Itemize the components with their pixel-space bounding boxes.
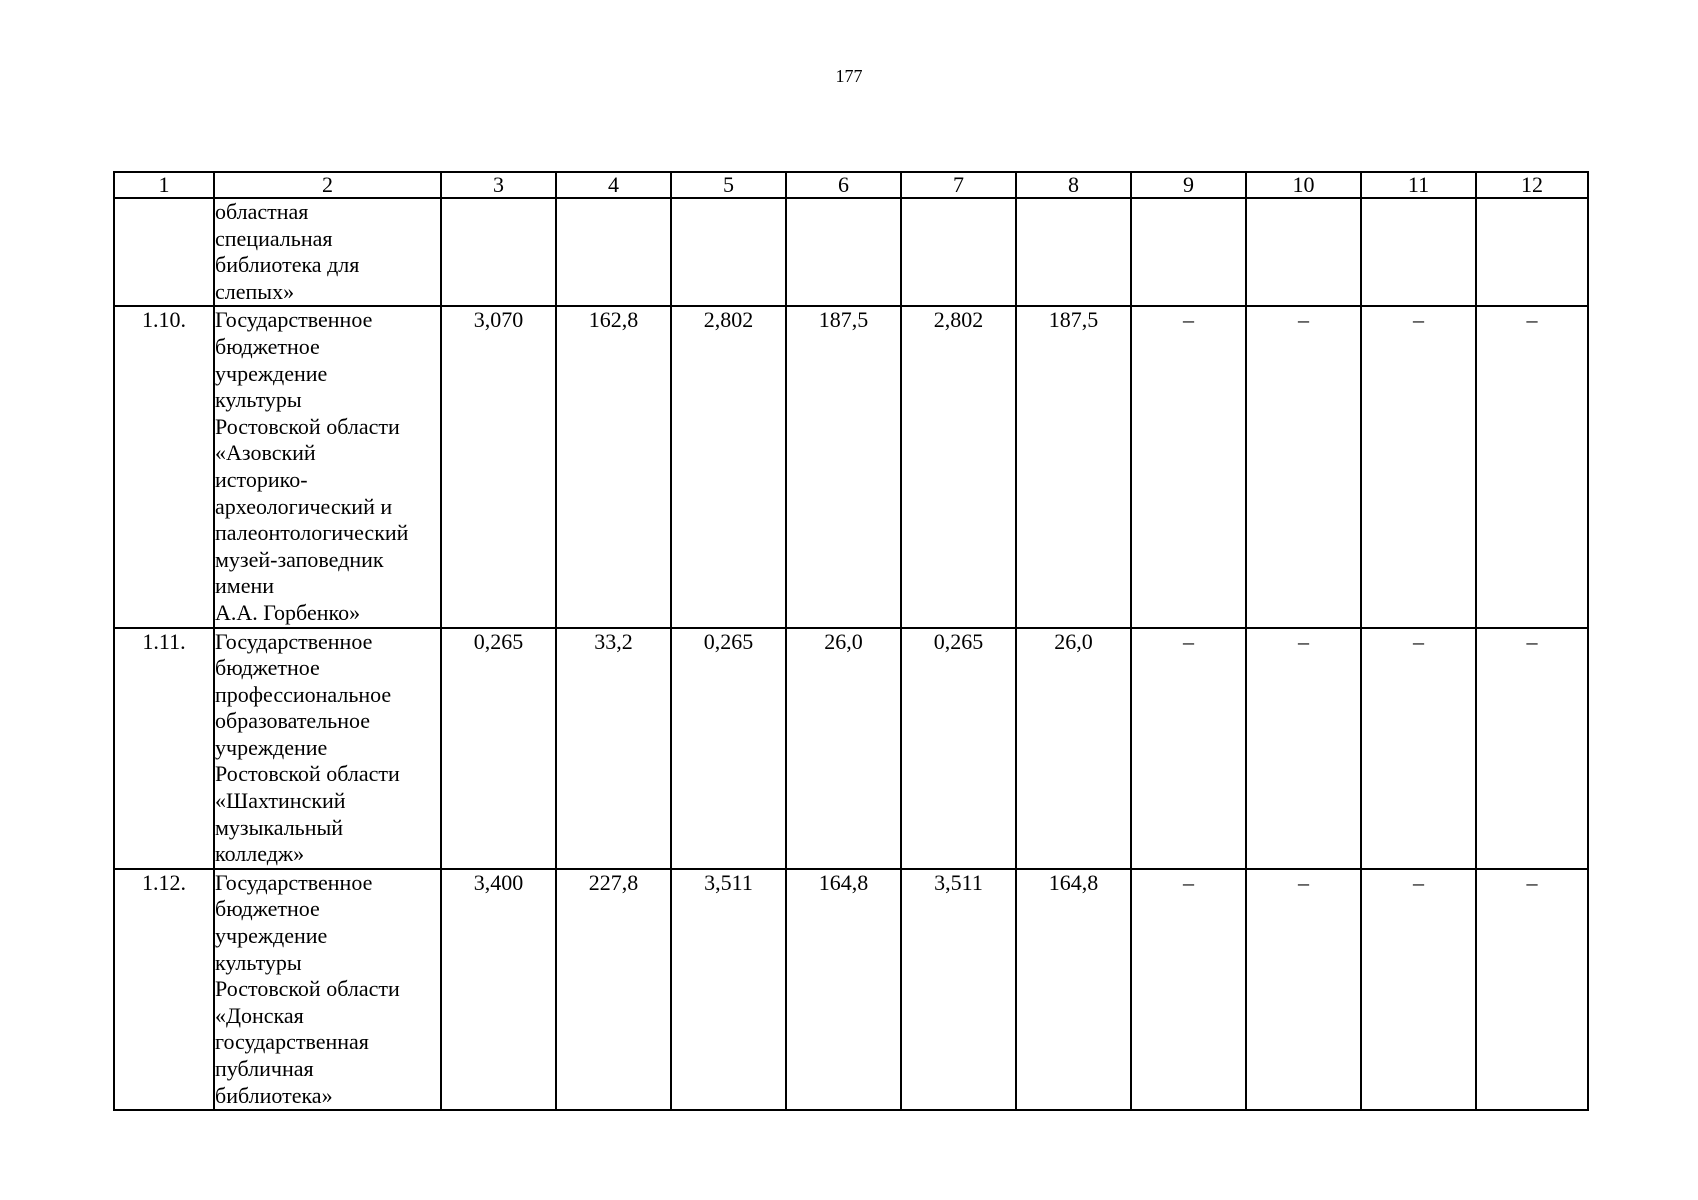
cell-col-9: – <box>1131 306 1246 627</box>
column-header-7: 7 <box>901 172 1016 198</box>
table-row <box>114 198 1588 306</box>
cell-col-12 <box>1476 198 1588 306</box>
cell-col-8: 26,0 <box>1016 628 1131 869</box>
cell-col-10 <box>1246 198 1361 306</box>
cell-col-5: 0,265 <box>671 628 786 869</box>
cell-col-5 <box>671 198 786 306</box>
column-header-6: 6 <box>786 172 901 198</box>
page-number: 177 <box>835 66 863 86</box>
institution-name: Государственное бюджетное учреждение культуры Ростовской области «Донская государственная публичная библиотека» <box>214 869 441 1110</box>
cell-col-12: – <box>1476 306 1588 627</box>
cell-col-4: 33,2 <box>556 628 671 869</box>
cell-col-8: 164,8 <box>1016 869 1131 1110</box>
cell-col-7: 3,511 <box>901 869 1016 1110</box>
cell-col-8 <box>1016 198 1131 306</box>
table-row <box>114 628 1588 869</box>
column-header-11: 11 <box>1361 172 1476 198</box>
column-header-1: 1 <box>114 172 214 198</box>
cell-col-7: 0,265 <box>901 628 1016 869</box>
cell-col-6 <box>786 198 901 306</box>
column-header-12: 12 <box>1476 172 1588 198</box>
cell-col-11: – <box>1361 306 1476 627</box>
cell-col-5: 3,511 <box>671 869 786 1110</box>
table-header-row <box>114 172 1588 198</box>
institution-name: Государственное бюджетное профессиональное образовательное учреждение Ростовской области «Шахтинский музыкальный колледж» <box>214 628 441 869</box>
cell-col-12: – <box>1476 628 1588 869</box>
institution-name: Государственное бюджетное учреждение культуры Ростовской области «Азовский историко- археологический и палеонтологический музей-заповедник имени А.А. Горбенко» <box>214 306 441 627</box>
cell-col-5: 2,802 <box>671 306 786 627</box>
cell-col-8: 187,5 <box>1016 306 1131 627</box>
row-number: 1.12. <box>114 869 214 1110</box>
cell-col-11: – <box>1361 869 1476 1110</box>
cell-col-6: 164,8 <box>786 869 901 1110</box>
cell-col-4: 162,8 <box>556 306 671 627</box>
column-header-10: 10 <box>1246 172 1361 198</box>
row-number: 1.11. <box>114 628 214 869</box>
column-header-9: 9 <box>1131 172 1246 198</box>
cell-col-6: 187,5 <box>786 306 901 627</box>
cell-col-10: – <box>1246 306 1361 627</box>
cell-col-3: 3,400 <box>441 869 556 1110</box>
column-header-2: 2 <box>214 172 441 198</box>
cell-col-7: 2,802 <box>901 306 1016 627</box>
column-header-4: 4 <box>556 172 671 198</box>
column-header-5: 5 <box>671 172 786 198</box>
cell-col-4: 227,8 <box>556 869 671 1110</box>
cell-col-7 <box>901 198 1016 306</box>
cell-col-3: 0,265 <box>441 628 556 869</box>
row-number: 1.10. <box>114 306 214 627</box>
cell-col-4 <box>556 198 671 306</box>
cell-col-9 <box>1131 198 1246 306</box>
table-row <box>114 869 1588 1110</box>
table-row <box>114 306 1588 627</box>
cell-col-9: – <box>1131 869 1246 1110</box>
cell-col-12: – <box>1476 869 1588 1110</box>
cell-col-9: – <box>1131 628 1246 869</box>
cell-col-3: 3,070 <box>441 306 556 627</box>
cell-col-10: – <box>1246 628 1361 869</box>
cell-col-3 <box>441 198 556 306</box>
column-header-8: 8 <box>1016 172 1131 198</box>
cell-col-6: 26,0 <box>786 628 901 869</box>
column-header-3: 3 <box>441 172 556 198</box>
row-number <box>114 198 214 306</box>
cell-col-11: – <box>1361 628 1476 869</box>
cell-col-10: – <box>1246 869 1361 1110</box>
data-table <box>113 171 1589 1111</box>
institution-name: областная специальная библиотека для слепых» <box>214 198 441 306</box>
cell-col-11 <box>1361 198 1476 306</box>
